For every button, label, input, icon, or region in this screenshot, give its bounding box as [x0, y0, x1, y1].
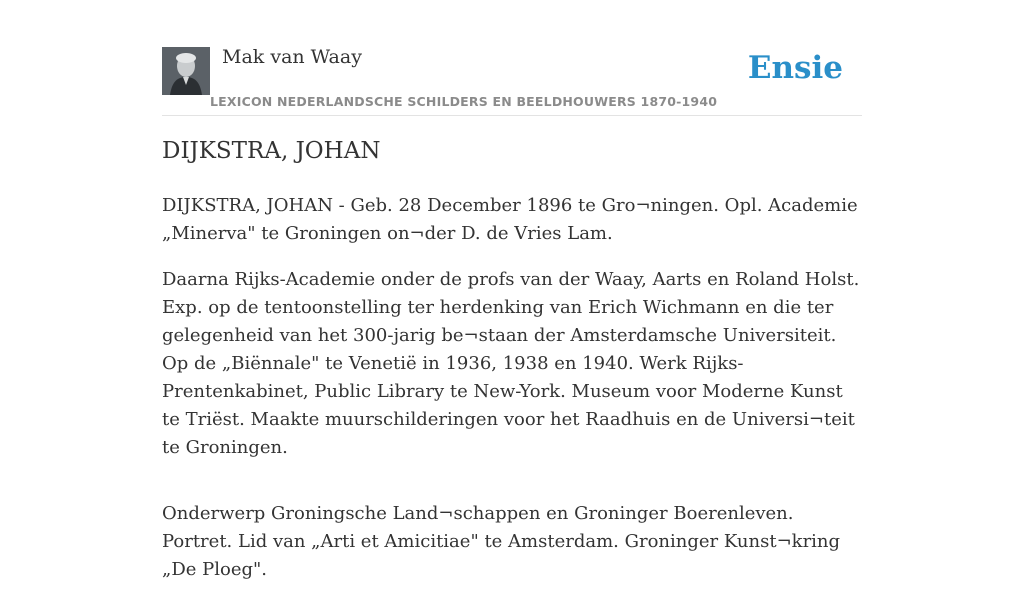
article-paragraph: Daarna Rijks-Academie onder de profs van der Waay, Aarts en Roland Holst. Exp. op de tentoonstelling ter herdenking van Erich Wichmann en die ter gelegenheid van het 300-jarig be¬staan der Amsterdamsche Universiteit. Op de „Biënnale" te Venetië in 1936, 1938 en 1940. Werk Rijks-Prentenkabinet, Public Library te New-York. Museum voor Moderne Kunst te Triëst. Maakte muurschilderingen voor het Raadhuis en de Universi¬teit te Groningen.: [162, 269, 860, 458]
ensie-logo[interactable]: Ensie: [747, 50, 843, 86]
author-portrait-icon[interactable]: [162, 47, 210, 95]
article-paragraph: DIJKSTRA, JOHAN - Geb. 28 December 1896 te Gro¬ningen. Opl. Academie „Minerva" te Groningen on¬der D. de Vries Lam.: [162, 195, 858, 244]
article-paragraph: Onderwerp Groningsche Land¬schappen en Groninger Boerenleven. Portret. Lid van „Arti et Amicitiae" te Amsterdam. Groninger Kunst¬kring „De Ploeg".: [162, 503, 841, 580]
page-header: [162, 0, 862, 116]
lexicon-subtitle[interactable]: LEXICON NEDERLANDSCHE SCHILDERS EN BEELDHOUWERS 1870-1940: [210, 94, 718, 109]
article-title: DIJKSTRA, JOHAN: [162, 138, 381, 164]
author-name[interactable]: Mak van Waay: [222, 46, 362, 68]
article-body: [162, 192, 862, 602]
